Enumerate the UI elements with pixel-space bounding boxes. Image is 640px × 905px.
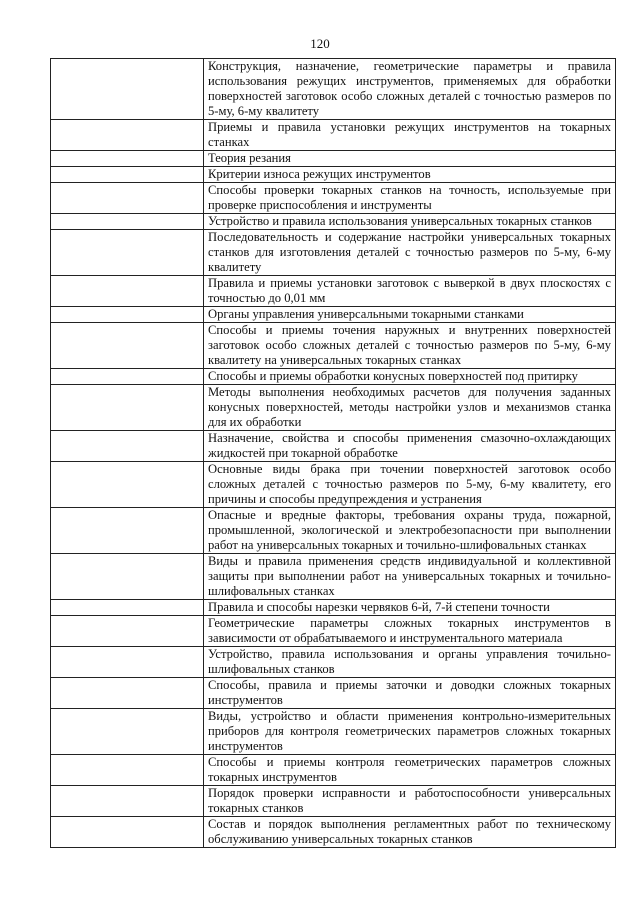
left-cell	[51, 817, 204, 848]
table-row	[51, 616, 616, 647]
knowledge-item: Способы и приемы контроля геометрических параметров сложных токарных инструментов	[204, 755, 616, 786]
table-row	[51, 817, 616, 848]
table-row	[51, 600, 616, 616]
knowledge-item: Виды и правила применения средств индивидуальной и коллективной защиты при выполнении работ на универсальных токарных и точильно-шлифовальных станках	[204, 554, 616, 600]
knowledge-item: Конструкция, назначение, геометрические параметры и правила использования режущих инструментов, применяемых для обработки поверхностей заготовок особо сложных деталей с точностью размеров по 5-му, 6-му квалитету	[204, 59, 616, 120]
left-cell	[51, 786, 204, 817]
table-row	[51, 214, 616, 230]
table-row	[51, 151, 616, 167]
knowledge-item: Способы и приемы точения наружных и внутренних поверхностей заготовок особо сложных деталей с точностью размеров по 5-му, 6-му квалитету на универсальных токарных станках	[204, 323, 616, 369]
knowledge-item: Способы, правила и приемы заточки и доводки сложных токарных инструментов	[204, 678, 616, 709]
table-row	[51, 462, 616, 508]
left-cell	[51, 214, 204, 230]
table-row	[51, 183, 616, 214]
left-cell	[51, 276, 204, 307]
left-cell	[51, 385, 204, 431]
knowledge-item: Состав и порядок выполнения регламентных работ по техническому обслуживанию универсальных токарных станков	[204, 817, 616, 848]
left-cell	[51, 678, 204, 709]
knowledge-item: Теория резания	[204, 151, 616, 167]
knowledge-item: Способы и приемы обработки конусных поверхностей под притирку	[204, 369, 616, 385]
knowledge-item: Геометрические параметры сложных токарных инструментов в зависимости от обрабатываемого и инструментального материала	[204, 616, 616, 647]
knowledge-item: Основные виды брака при точении поверхностей заготовок особо сложных деталей с точностью размеров по 5-му, 6-му квалитету, его причины и способы предупреждения и устранения	[204, 462, 616, 508]
knowledge-item: Критерии износа режущих инструментов	[204, 167, 616, 183]
table-row	[51, 709, 616, 755]
left-cell	[51, 59, 204, 120]
table-row	[51, 369, 616, 385]
left-cell	[51, 462, 204, 508]
left-cell	[51, 120, 204, 151]
table-row	[51, 59, 616, 120]
knowledge-item: Методы выполнения необходимых расчетов для получения заданных конусных поверхностей, методы настройки узлов и механизмов станка для их обработки	[204, 385, 616, 431]
left-cell	[51, 709, 204, 755]
left-cell	[51, 323, 204, 369]
knowledge-item: Правила и приемы установки заготовок с выверкой в двух плоскостях с точностью до 0,01 мм	[204, 276, 616, 307]
left-cell	[51, 230, 204, 276]
knowledge-item: Опасные и вредные факторы, требования охраны труда, пожарной, промышленной, экологической и электробезопасности при выполнении работ на универсальных токарных и точильно-шлифовальных станках	[204, 508, 616, 554]
table-row	[51, 167, 616, 183]
left-cell	[51, 616, 204, 647]
knowledge-table	[50, 58, 616, 848]
left-cell	[51, 369, 204, 385]
table-row	[51, 647, 616, 678]
left-cell	[51, 600, 204, 616]
table-row	[51, 786, 616, 817]
left-cell	[51, 307, 204, 323]
table-row	[51, 678, 616, 709]
left-cell	[51, 167, 204, 183]
knowledge-table-body	[51, 59, 616, 848]
knowledge-item: Правила и способы нарезки червяков 6-й, 7-й степени точности	[204, 600, 616, 616]
table-row	[51, 508, 616, 554]
left-cell	[51, 151, 204, 167]
knowledge-item: Устройство и правила использования универсальных токарных станков	[204, 214, 616, 230]
table-row	[51, 755, 616, 786]
table-row	[51, 120, 616, 151]
left-cell	[51, 647, 204, 678]
knowledge-item: Приемы и правила установки режущих инструментов на токарных станках	[204, 120, 616, 151]
table-row	[51, 431, 616, 462]
left-cell	[51, 183, 204, 214]
knowledge-item: Последовательность и содержание настройки универсальных токарных станков для изготовления деталей с точностью размеров по 5-му, 6-му квалитету	[204, 230, 616, 276]
knowledge-item: Виды, устройство и области применения контрольно-измерительных приборов для контроля геометрических параметров сложных токарных инструментов	[204, 709, 616, 755]
table-row	[51, 307, 616, 323]
knowledge-item: Способы проверки токарных станков на точность, используемые при проверке приспособления и инструменты	[204, 183, 616, 214]
left-cell	[51, 554, 204, 600]
left-cell	[51, 508, 204, 554]
table-row	[51, 385, 616, 431]
knowledge-item: Назначение, свойства и способы применения смазочно-охлаждающих жидкостей при токарной обработке	[204, 431, 616, 462]
page-number: 120	[310, 36, 330, 51]
left-cell	[51, 755, 204, 786]
table-row	[51, 554, 616, 600]
knowledge-item: Органы управления универсальными токарными станками	[204, 307, 616, 323]
table-row	[51, 323, 616, 369]
knowledge-item: Порядок проверки исправности и работоспособности универсальных токарных станков	[204, 786, 616, 817]
table-row	[51, 230, 616, 276]
table-row	[51, 276, 616, 307]
left-cell	[51, 431, 204, 462]
knowledge-item: Устройство, правила использования и органы управления точильно-шлифовальных станков	[204, 647, 616, 678]
